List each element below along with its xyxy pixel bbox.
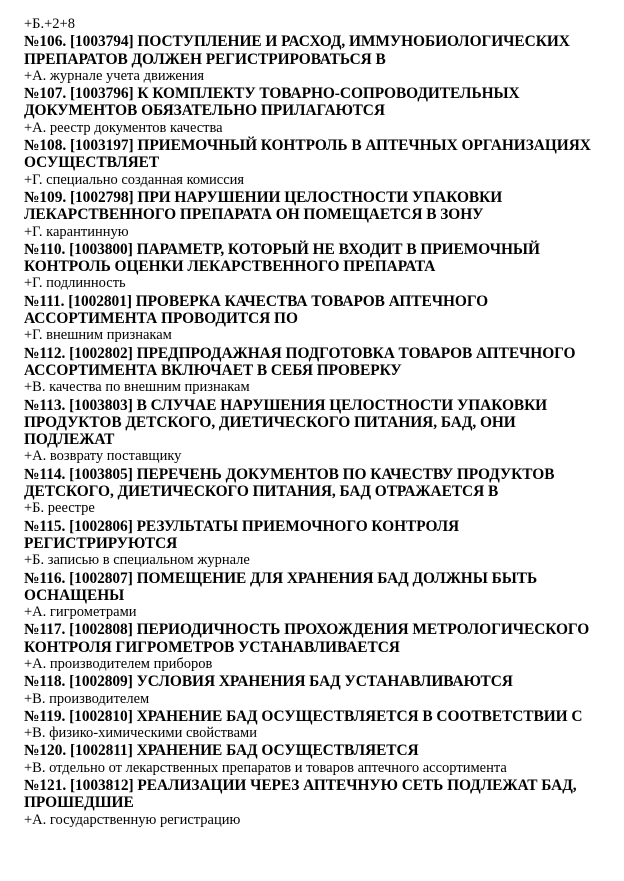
question-text-line: №108. [1003197] ПРИЕМОЧНЫЙ КОНТРОЛЬ В АПТЕЧНЫХ ОРГАНИЗАЦИЯХ	[24, 137, 591, 155]
question-text-line: ДЕТСКОГО, ДИЕТИЧЕСКОГО ПИТАНИЯ, БАД ОТРАЖАЕТСЯ В	[24, 483, 499, 501]
question-item	[24, 570, 604, 622]
question-text-line: №113. [1003803] В СЛУЧАЕ НАРУШЕНИЯ ЦЕЛОСТНОСТИ УПАКОВКИ	[24, 396, 548, 414]
header-answer: +Б.+2+8	[24, 16, 75, 32]
answer-text: +А. государственную регистрацию	[24, 811, 241, 828]
question-item	[24, 777, 604, 829]
question-text-line: №107. [1003796] К КОМПЛЕКТУ ТОВАРНО-СОПРОВОДИТЕЛЬНЫХ	[24, 85, 520, 103]
question-text-line: №114. [1003805] ПЕРЕЧЕНЬ ДОКУМЕНТОВ ПО КАЧЕСТВУ ПРОДУКТОВ	[24, 465, 555, 483]
question-text-line: №116. [1002807] ПОМЕЩЕНИЕ ДЛЯ ХРАНЕНИЯ БАД ДОЛЖНЫ БЫТЬ	[24, 569, 538, 587]
question-text-line: АССОРТИМЕНТА ВКЛЮЧАЕТ В СЕБЯ ПРОВЕРКУ	[24, 361, 402, 379]
question-list	[24, 33, 604, 829]
question-item	[24, 466, 604, 518]
question-item	[24, 621, 604, 673]
question-text-line: ПОДЛЕЖАТ	[24, 431, 115, 449]
document-page	[24, 16, 604, 829]
question-text-line: ОСНАЩЕНЫ	[24, 586, 125, 604]
answer-text: +В. физико-химическими свойствами	[24, 725, 257, 742]
answer-text: +Г. карантинную	[24, 223, 129, 240]
answer-text: +А. возврату поставщику	[24, 448, 182, 465]
answer-text: +В. отдельно от лекарственных препаратов и товаров аптечного ассортимента	[24, 759, 507, 776]
question-text-line: ПРЕПАРАТОВ ДОЛЖЕН РЕГИСТРИРОВАТЬСЯ В	[24, 50, 386, 68]
answer-text: +Б. записью в специальном журнале	[24, 552, 250, 569]
question-text-line: ПРОШЕДШИЕ	[24, 794, 134, 812]
question-text-line: КОНТРОЛЯ ГИГРОМЕТРОВ УСТАНАВЛИВАЕТСЯ	[24, 638, 400, 656]
question-text-line: ПРОДУКТОВ ДЕТСКОГО, ДИЕТИЧЕСКОГО ПИТАНИЯ, БАД, ОНИ	[24, 413, 516, 431]
question-item	[24, 189, 604, 241]
question-text-line: №121. [1003812] РЕАЛИЗАЦИИ ЧЕРЕЗ АПТЕЧНУЮ СЕТЬ ПОДЛЕЖАТ БАД,	[24, 777, 577, 795]
question-item	[24, 708, 604, 743]
answer-text: +А. журнале учета движения	[24, 67, 205, 84]
question-text-line: КОНТРОЛЬ ОЦЕНКИ ЛЕКАРСТВЕННОГО ПРЕПАРАТА	[24, 258, 436, 276]
question-item	[24, 345, 604, 397]
answer-text: +Б. реестре	[24, 500, 95, 517]
answer-text: +А. производителем приборов	[24, 655, 213, 672]
question-item	[24, 33, 604, 85]
answer-text: +А. гигрометрами	[24, 604, 137, 621]
question-text-line: №106. [1003794] ПОСТУПЛЕНИЕ И РАСХОД, ИММУНОБИОЛОГИЧЕСКИХ	[24, 33, 570, 51]
question-text-line: №112. [1002802] ПРЕДПРОДАЖНАЯ ПОДГОТОВКА ТОВАРОВ АПТЕЧНОГО	[24, 344, 576, 362]
question-item	[24, 137, 604, 189]
answer-text: +Г. специально созданная комиссия	[24, 171, 245, 188]
question-text-line: №120. [1002811] ХРАНЕНИЕ БАД ОСУЩЕСТВЛЯЕТСЯ	[24, 742, 419, 760]
question-text-line: ОСУЩЕСТВЛЯЕТ	[24, 154, 160, 172]
question-item	[24, 293, 604, 345]
question-text-line: №118. [1002809] УСЛОВИЯ ХРАНЕНИЯ БАД УСТАНАВЛИВАЮТСЯ	[24, 673, 513, 691]
question-text-line: №119. [1002810] ХРАНЕНИЕ БАД ОСУЩЕСТВЛЯЕТСЯ В СООТВЕТСТВИИ С	[24, 707, 583, 725]
answer-text: +А. реестр документов качества	[24, 119, 223, 136]
question-text-line: №117. [1002808] ПЕРИОДИЧНОСТЬ ПРОХОЖДЕНИЯ МЕТРОЛОГИЧЕСКОГО	[24, 621, 590, 639]
question-item	[24, 673, 604, 708]
question-text-line: АССОРТИМЕНТА ПРОВОДИТСЯ ПО	[24, 310, 298, 328]
answer-text: +В. производителем	[24, 690, 150, 707]
question-text-line: №110. [1003800] ПАРАМЕТР, КОТОРЫЙ НЕ ВХОДИТ В ПРИЕМОЧНЫЙ	[24, 240, 540, 258]
answer-text: +Г. подлинность	[24, 275, 126, 292]
question-text-line: РЕГИСТРИРУЮТСЯ	[24, 534, 178, 552]
question-item	[24, 241, 604, 293]
question-item	[24, 397, 604, 466]
question-text-line: №111. [1002801] ПРОВЕРКА КАЧЕСТВА ТОВАРОВ АПТЕЧНОГО	[24, 292, 489, 310]
question-text-line: ЛЕКАРСТВЕННОГО ПРЕПАРАТА ОН ПОМЕЩАЕТСЯ В ЗОНУ	[24, 206, 484, 224]
question-text-line: ДОКУМЕНТОВ ОБЯЗАТЕЛЬНО ПРИЛАГАЮТСЯ	[24, 102, 385, 120]
question-item	[24, 85, 604, 137]
question-item	[24, 518, 604, 570]
question-item	[24, 742, 604, 777]
answer-text: +Г. внешним признакам	[24, 327, 172, 344]
question-text-line: №115. [1002806] РЕЗУЛЬТАТЫ ПРИЕМОЧНОГО КОНТРОЛЯ	[24, 517, 460, 535]
answer-text: +В. качества по внешним признакам	[24, 379, 250, 396]
question-text-line: №109. [1002798] ПРИ НАРУШЕНИИ ЦЕЛОСТНОСТИ УПАКОВКИ	[24, 188, 503, 206]
